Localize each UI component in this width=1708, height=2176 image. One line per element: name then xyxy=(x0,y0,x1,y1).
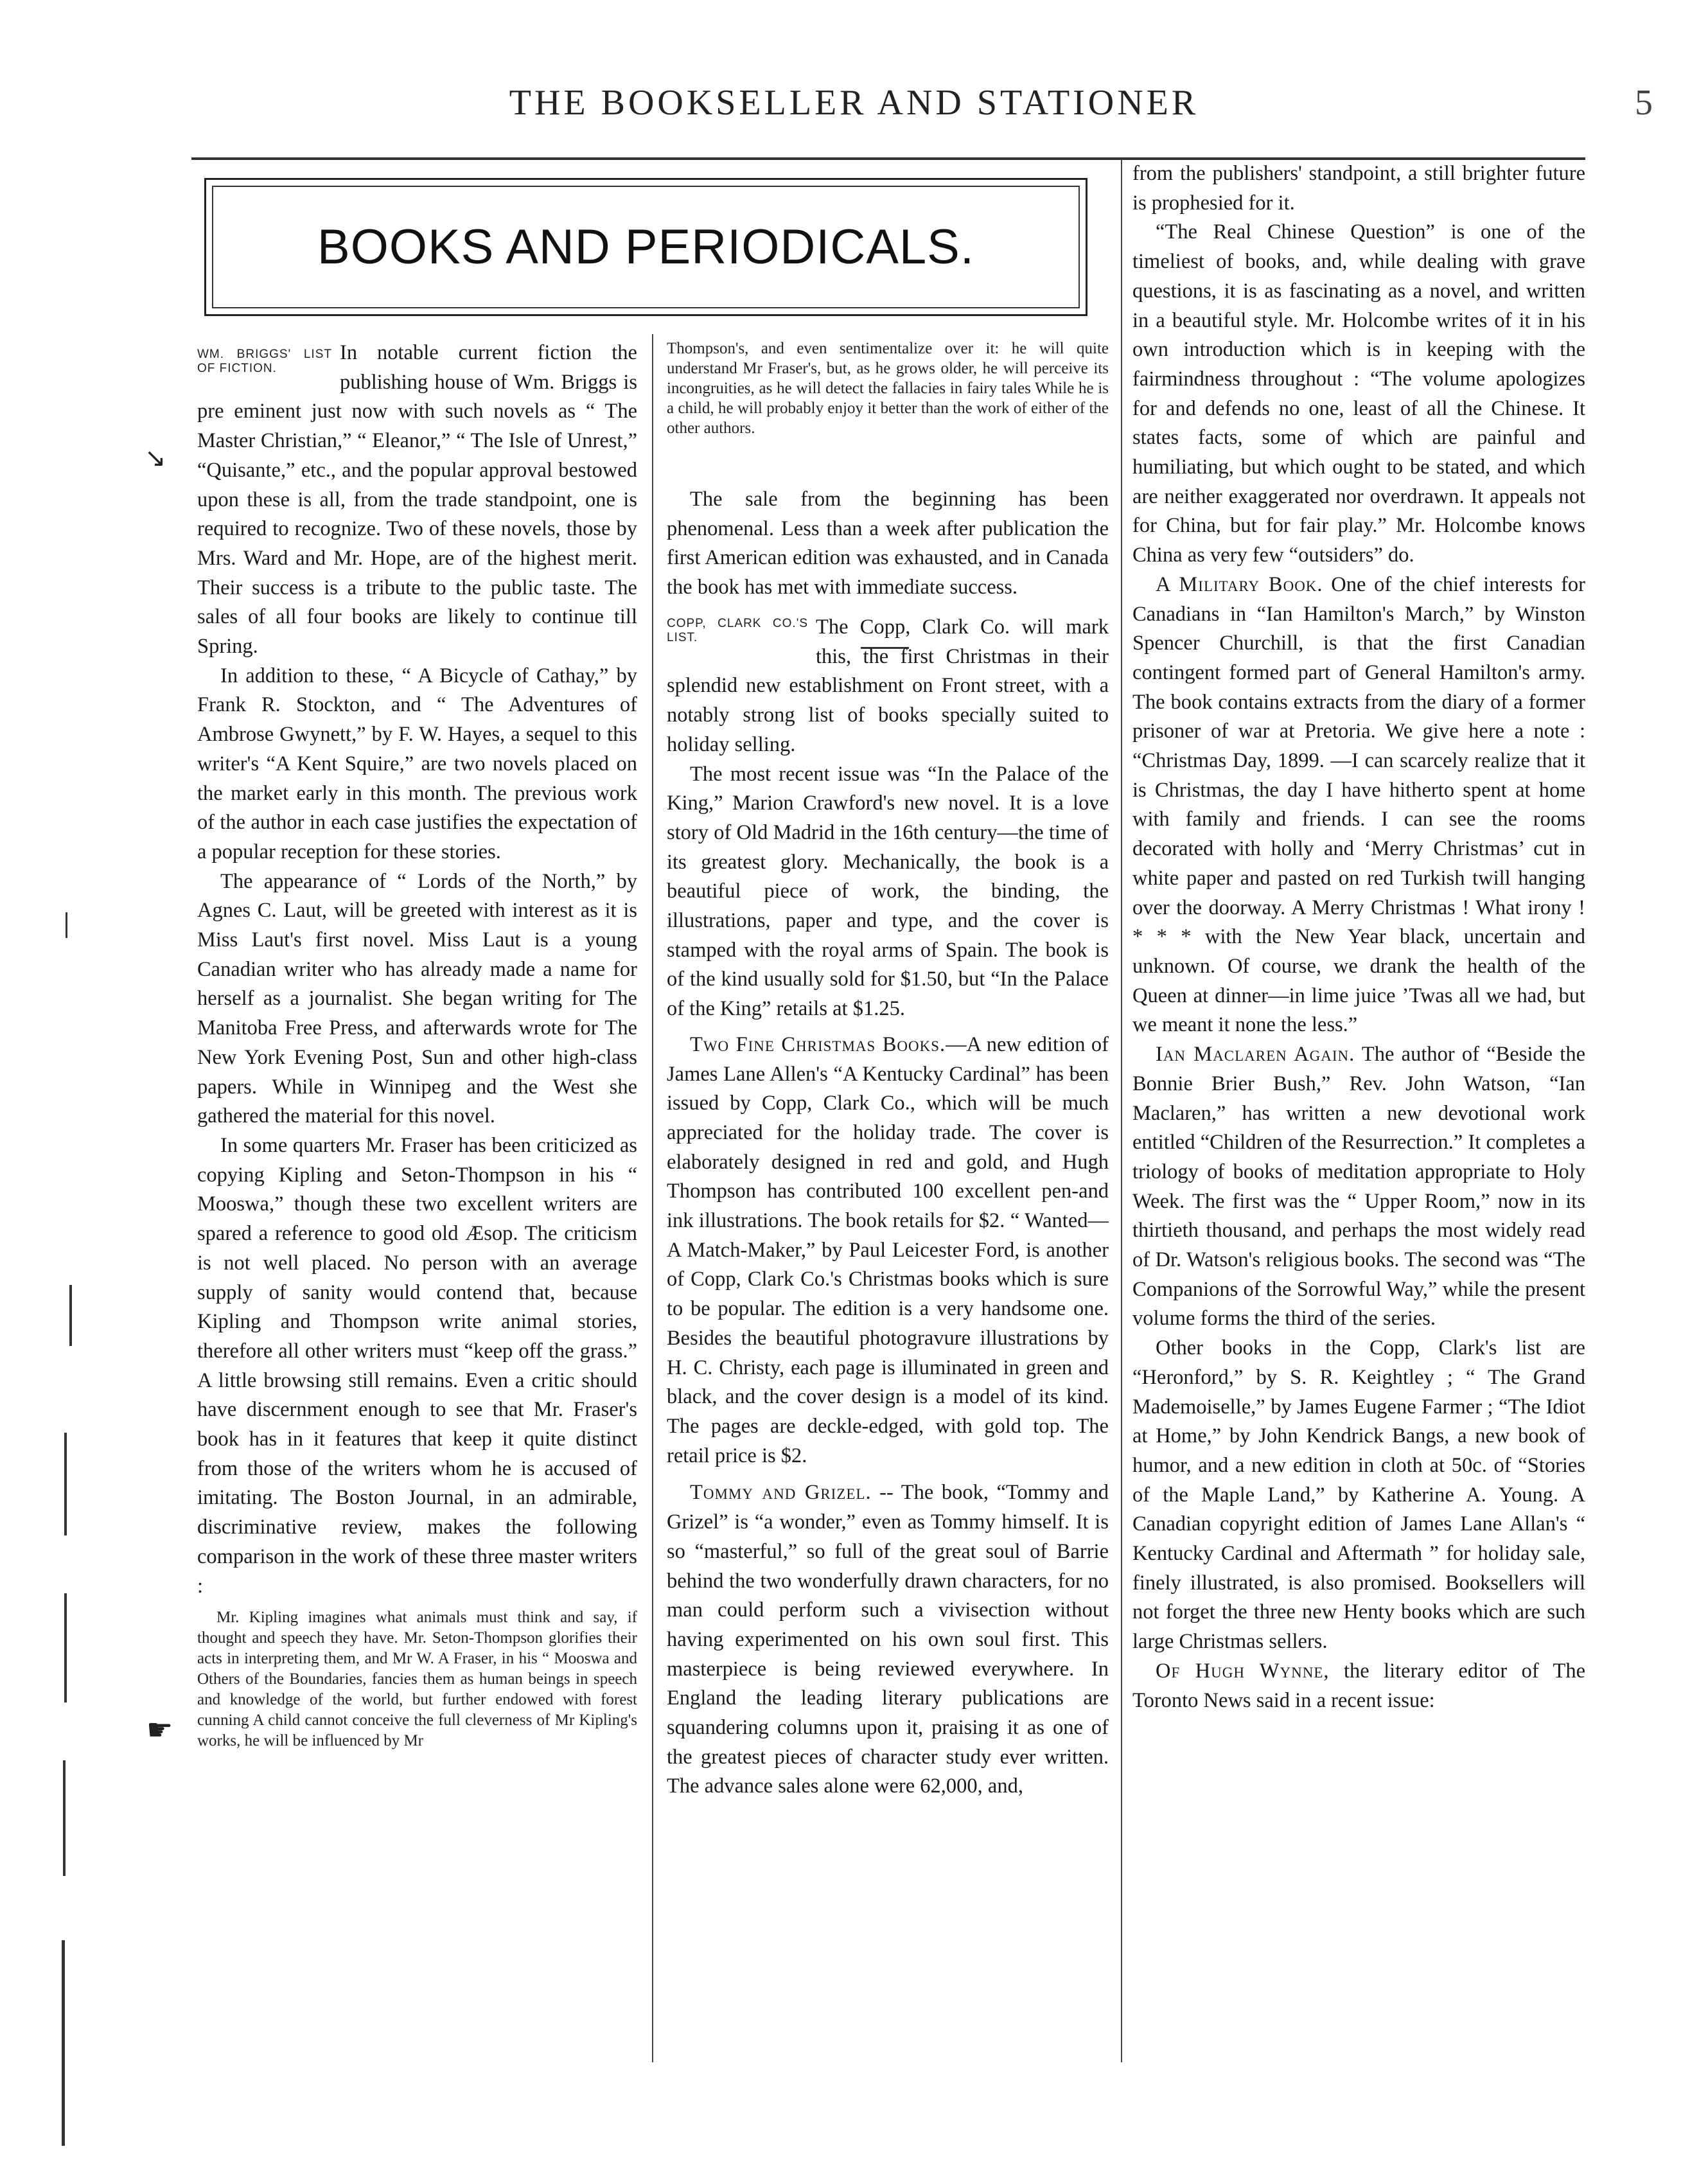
paragraph-ian-maclaren xyxy=(1132,1040,1585,1334)
text-ian-maclaren: The author of “Beside the Bonnie Brier Bush,” Rev. John Watson, “Ian Maclaren,” has written a new devotional work entitled “Children of the Resurrection.” It completes a triology of books of meditation appropriate to Holy Week. The first was the “ Upper Room,” now in its thirtieth thousand, and perhaps the most widely read of Dr. Watson's religious books. The second was “The Companions of the Sorrowful Way,” while the present volume forms the third of the series. xyxy=(1132,1043,1585,1331)
running-title: THE BOOKSELLER AND STATIONER xyxy=(509,83,1199,123)
quote-continuation-text: Thompson's, and even sentimentalize over it: he will quite understand Mr Fraser's, but, as he grows older, he will perceive its incongruities, as he will detect the fallacies in fairy tales While he is a child, he will probably enjoy it better than the work of either of the other authors. xyxy=(667,340,1109,437)
paragraph-tommy-and-grizel xyxy=(667,1478,1109,1801)
section-title-box xyxy=(204,178,1087,316)
pencil-arrow-icon: ↘ xyxy=(145,443,166,473)
margin-mark-5 xyxy=(62,1940,65,2146)
margin-mark-3 xyxy=(64,1593,67,1703)
sidehead-copp-clark: COPP, CLARK CO.'S LIST. xyxy=(667,617,808,644)
quote-continuation xyxy=(667,339,1109,438)
heading-ian-maclaren: Ian Maclaren Again. xyxy=(1156,1043,1355,1066)
pointing-hand-icon: ☛ xyxy=(146,1712,173,1747)
heading-tommy-and-grizel: Tommy and Grizel. xyxy=(690,1481,872,1505)
margin-mark-6 xyxy=(66,912,67,938)
paragraph-sale-phenomenal: The sale from the beginning has been phenomenal. Less than a week after publication the first American edition was exhausted, and in Canada the book has met with immediate success. xyxy=(667,488,1109,599)
section-title-inner-frame xyxy=(212,186,1080,308)
column-3 xyxy=(1132,159,1585,2061)
margin-mark-2 xyxy=(64,1433,67,1535)
paragraph-fraser-mooswa: In some quarters Mr. Fraser has been criticized as copying Kipling and Seton-Thompson in his “ Mooswa,” though these two excellent writers are spared a reference to good old Æsop. The criticism is not well placed. No person with an average supply of sanity would contend that, because Kipling and Thompson write animal stories, therefore all other writers must “keep off the grass.” A little browsing still remains. Even a critic should have discernment enough to see that Mr. Fraser's book has in it features that keep it quite distinct from those of the writers whom he is accused of imitating. The Boston Journal, in an admirable, discriminative review, makes the following comparison in the work of these three master writers : xyxy=(197,1133,637,1598)
sidehead-briggs-list: WM. BRIGGS' LIST OF FICTION. xyxy=(197,348,332,375)
margin-mark-4 xyxy=(63,1760,66,1876)
column-rule-right xyxy=(1121,159,1122,2062)
paragraph-real-chinese-question: “The Real Chinese Question” is one of the timeliest of books, and, while dealing with grave questions, it is as fascinating as a novel, and written in a beautiful style. Mr. Holcombe writes of it in his own introduction which is in keeping with the fairmindness throughout : “The volume apologizes for and defends no one, least of all the Chinese. It states facts, some of which are painful and humiliating, but which ought to be stated, and which are neither exaggerated nor overdrawn. It appeals not for China, but for fair play.” Mr. Holcombe knows China as very few “outsiders” do. xyxy=(1132,220,1585,567)
heading-military-book: A Military Book. xyxy=(1156,572,1323,596)
paragraph-copp-clark-list: The Copp, Clark Co. will mark this, the first Christmas in their splendid new establishment on Front street, with a notably strong list of books specially suited to holiday selling. xyxy=(667,615,1109,756)
paragraph-lords-of-the-north: The appearance of “ Lords of the North,” by Agnes C. Laut, will be greeted with interest as it is Miss Laut's first novel. Miss Laut is a young Canadian writer who has already made a name for herself as a journalist. She began writing for The Manitoba Free Press, and afterwards wrote for The New York Evening Post, Sun and other high-class papers. While in Winnipeg and the West she gathered the material for this novel. xyxy=(197,869,637,1128)
column-1 xyxy=(197,339,637,2060)
paragraph-other-books: Other books in the Copp, Clark's list are “Heronford,” by S. R. Keightley ; “ The Grand Mademoiselle,” by James Eugene Farmer ; “The Idiot at Home,” by John Kendrick Bangs, a new book of humor, and a new edition in cloth at 50c. of “Stories of the Maple Land,” by Katherine A. Young. A Canadian copyright edition of James Lane Allan's “ Kentucky Cardinal and Aftermath ” for holiday sale, finely illustrated, is also promised. Booksellers will not forget the three new Henty books which are such large Christmas sellers. xyxy=(1132,1336,1585,1654)
column-rule-left xyxy=(652,334,653,2062)
text-tommy-and-grizel: -- The book, “Tommy and Grizel” is “a wonder,” even as Tommy himself. It is so “masterful,” so full of the great soul of Barrie behind the two wonderfully drawn characters, for no man could perform such a vivisection without having experimented on his own soul first. This masterpiece is being reviewed everywhere. In England the leading literary publications are squandering columns upon it, praising it as one of the greatest pieces of character study ever written. The advance sales alone were 62,000, and, xyxy=(667,1481,1109,1798)
page-number: 5 xyxy=(1635,83,1653,123)
text-hugh-wynne: the literary editor of The Toronto News said in a recent issue: xyxy=(1132,1659,1585,1712)
paragraph-sale-phenomenal-wrap xyxy=(667,485,1109,603)
paragraph-palace-of-the-king: The most recent issue was “In the Palace of the King,” Marion Crawford's new novel. It is a love story of Old Madrid in the 16th century—the time of its greatest glory. Mechanically, the book is a beautiful piece of work, the binding, the illustrations, paper and type, and the cover is stamped with the royal arms of Spain. The book is of the kind usually sold for $1.50, but “In the Palace of the King” retails at $1.25. xyxy=(667,762,1109,1021)
margin-mark-1 xyxy=(69,1285,72,1346)
heading-christmas-books: Two Fine Christmas Books. xyxy=(690,1032,946,1056)
paragraph-hugh-wynne xyxy=(1132,1657,1585,1715)
section-title: BOOKS AND PERIODICALS. xyxy=(317,220,974,274)
column-2 xyxy=(667,605,1109,2060)
paragraph-military-book xyxy=(1132,571,1585,1040)
heading-hugh-wynne: Of Hugh Wynne, xyxy=(1156,1659,1330,1683)
paragraph-briggs-fiction: In notable current fiction the publishing house of Wm. Briggs is pre eminent just now with such novels as “ The Master Christian,” “ Eleanor,” “ The Isle of Unrest,” “Quisante,” etc., and the popular approval bestowed upon these is all, from the trade standpoint, one is required to recognize. Two of these novels, those by Mrs. Ward and Mr. Hope, are of the highest merit. Their success is a tribute to the public taste. The sales of all four books are likely to continue till Spring. xyxy=(197,341,637,659)
text-christmas-books: —A new edition of James Lane Allen's “A Kentucky Cardinal” has been issued by Copp, Clark Co., which will be much appreciated for the holiday trade. The cover is elaborately designed in red and gold, and Hugh Thompson has contributed 100 excellent pen-and ink illustrations. The book retails for $2. “ Wanted—A Match-Maker,” by Paul Leicester Ford, is another of Copp, Clark Co.'s Christmas books which is sure to be popular. The edition is a very handsome one. Besides the beautiful photogravure illustrations by H. C. Christy, each page is illuminated in green and black, and the cover design is a model of its kind. The pages are deckle-edged, with gold top. The retail price is $2. xyxy=(667,1032,1109,1467)
text-military-book: One of the chief interests for Canadians in “Ian Hamilton's March,” by Winston Spencer Churchill, is that the first Canadian contingent formed part of General Hamilton's army. The book contains extracts from the diary of a former prisoner of war at Pretoria. We give here a note : “Christmas Day, 1899. —I can scarcely realize that it is Christmas, the day I have hitherto spent at home with family and friends. I can see the rooms decorated with holly and ‘Merry Christmas’ cut in white paper and pasted on red Turkish twill hanging over the doorway. A Merry Christmas ! What irony ! * * * with the New Year black, uncertain and unknown. Of course, we drank the health of the Queen at dinner—in lime juice ’Twas all we had, but we meant it none the less.” xyxy=(1132,572,1585,1037)
paragraph-bicycle-of-cathay: In addition to these, “ A Bicycle of Cathay,” by Frank R. Stockton, and “ The Adventures of Ambrose Gwynett,” by F. W. Hayes, a sequel to this writer's “A Kent Squire,” are two novels placed on the market early in this month. The previous work of the author in each case justifies the expectation of a popular reception for these stories. xyxy=(197,664,637,863)
quote-boston-journal: Mr. Kipling imagines what animals must think and say, if thought and speech they have. Mr. Seton-Thompson glorifies their acts in interpreting them, and Mr W. A Fraser, in his “ Mooswa and Others of the Boundaries, fancies them as human beings in speech and knowledge of the world, but further endowed with forest cunning A child cannot conceive the full cleverness of Mr Kipling's works, he will be influenced by Mr xyxy=(197,1609,637,1750)
paragraph-publishers-standpoint: from the publishers' standpoint, a still brighter future is prophesied for it. xyxy=(1132,162,1585,215)
paragraph-christmas-books xyxy=(667,1031,1109,1471)
